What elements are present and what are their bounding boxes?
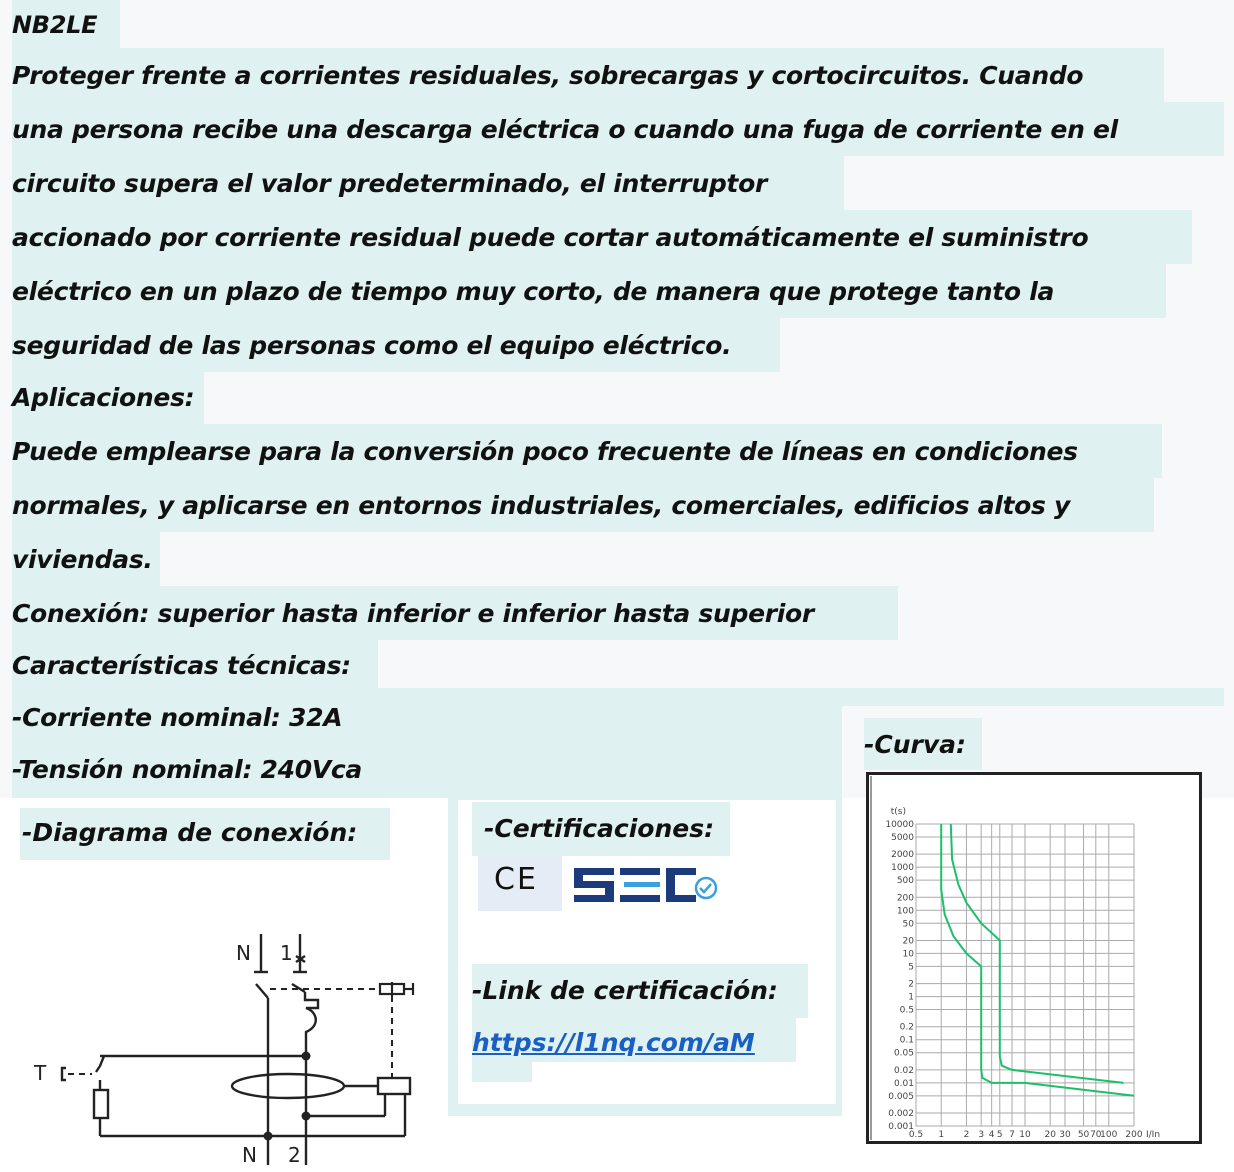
svg-text:50: 50 xyxy=(1077,1130,1090,1140)
svg-text:4: 4 xyxy=(988,1130,995,1140)
description-line: una persona recibe una descarga eléctrica o cuando una fuga de corriente en el xyxy=(12,115,1118,144)
ce-mark-icon: CE xyxy=(494,862,538,897)
svg-text:0.001: 0.001 xyxy=(888,1122,914,1132)
applications-line: viviendas. xyxy=(12,545,153,574)
svg-text:1: 1 xyxy=(938,1130,945,1140)
product-title: NB2LE xyxy=(12,11,98,39)
svg-text:200: 200 xyxy=(1125,1130,1143,1140)
svg-text:10000: 10000 xyxy=(885,820,914,830)
applications-line: normales, y aplicarse en entornos industriales, comerciales, edificios altos y xyxy=(12,491,1071,520)
spec-rated-voltage: -Tensión nominal: 240Vca xyxy=(12,755,362,784)
svg-text:20: 20 xyxy=(1044,1130,1056,1140)
svg-text:0.1: 0.1 xyxy=(899,1035,914,1046)
svg-text:10: 10 xyxy=(902,949,914,960)
applications-heading: Aplicaciones: xyxy=(12,383,195,412)
svg-text:2000: 2000 xyxy=(891,850,914,861)
cert-heading: -Certificaciones: xyxy=(484,814,715,843)
description-line: eléctrico en un plazo de tiempo muy corto, de manera que protege tanto la xyxy=(12,277,1055,306)
terminal-n-bottom-label: N xyxy=(242,1143,257,1167)
svg-text:70: 70 xyxy=(1090,1130,1102,1140)
applications-line: Puede emplearse para la conversión poco frecuente de líneas en condiciones xyxy=(12,437,1078,466)
svg-text:0.02: 0.02 xyxy=(893,1065,914,1076)
svg-text:3: 3 xyxy=(978,1130,985,1140)
svg-text:0.01: 0.01 xyxy=(893,1078,914,1089)
certification-link[interactable]: https://l1nq.com/aM xyxy=(472,1028,755,1057)
sec-logo-icon xyxy=(574,864,718,906)
svg-text:500: 500 xyxy=(896,876,914,887)
description-line: Proteger frente a corrientes residuales, sobrecargas y cortocircuitos. Cuando xyxy=(12,61,1084,90)
description-line: seguridad de las personas como el equipo eléctrico. xyxy=(12,331,732,360)
svg-text:0.2: 0.2 xyxy=(899,1022,914,1033)
svg-text:50: 50 xyxy=(902,919,914,930)
svg-text:5: 5 xyxy=(908,962,914,973)
svg-text:0.5: 0.5 xyxy=(908,1130,924,1140)
svg-text:5000: 5000 xyxy=(891,832,914,843)
terminal-1-label: 1 xyxy=(280,941,293,965)
svg-text:5: 5 xyxy=(996,1130,1003,1140)
svg-text:0.05: 0.05 xyxy=(893,1048,914,1059)
svg-text:1: 1 xyxy=(908,992,914,1003)
link-heading: -Link de certificación: xyxy=(472,976,778,1005)
test-label: T xyxy=(34,1061,47,1085)
link-highlight xyxy=(472,1062,532,1082)
svg-text:I/In: I/In xyxy=(1146,1130,1161,1140)
svg-text:30: 30 xyxy=(1059,1130,1071,1140)
svg-text:100: 100 xyxy=(896,906,914,917)
terminal-n-top-label: N xyxy=(236,941,251,965)
svg-text:10: 10 xyxy=(1019,1130,1031,1140)
svg-text:0.002: 0.002 xyxy=(888,1109,914,1120)
curve-lower_limit xyxy=(941,824,1134,1096)
svg-text:2: 2 xyxy=(963,1130,970,1140)
svg-text:100: 100 xyxy=(1100,1130,1118,1140)
diagram-heading: -Diagrama de conexión: xyxy=(22,818,358,847)
spec-rated-current: -Corriente nominal: 32A xyxy=(12,703,343,732)
svg-text:0.005: 0.005 xyxy=(888,1091,914,1102)
curve-heading: -Curva: xyxy=(864,730,967,759)
terminal-2-label: 2 xyxy=(288,1143,301,1167)
description-line: circuito supera el valor predeterminado, el interruptor xyxy=(12,169,767,198)
svg-text:2: 2 xyxy=(908,979,914,990)
tech-heading: Características técnicas: xyxy=(12,651,351,680)
connection-text: Conexión: superior hasta inferior e inferior hasta superior xyxy=(12,599,814,628)
svg-text:200: 200 xyxy=(896,893,914,904)
description-line: accionado por corriente residual puede cortar automáticamente el suministro xyxy=(12,223,1089,252)
svg-text:t(s): t(s) xyxy=(890,807,906,817)
trip-curve-chart xyxy=(866,772,1206,1144)
connection-diagram xyxy=(0,920,440,1172)
svg-text:1000: 1000 xyxy=(891,863,914,874)
svg-text:0.5: 0.5 xyxy=(899,1005,914,1016)
svg-text:20: 20 xyxy=(902,936,914,947)
svg-text:7: 7 xyxy=(1009,1130,1015,1140)
